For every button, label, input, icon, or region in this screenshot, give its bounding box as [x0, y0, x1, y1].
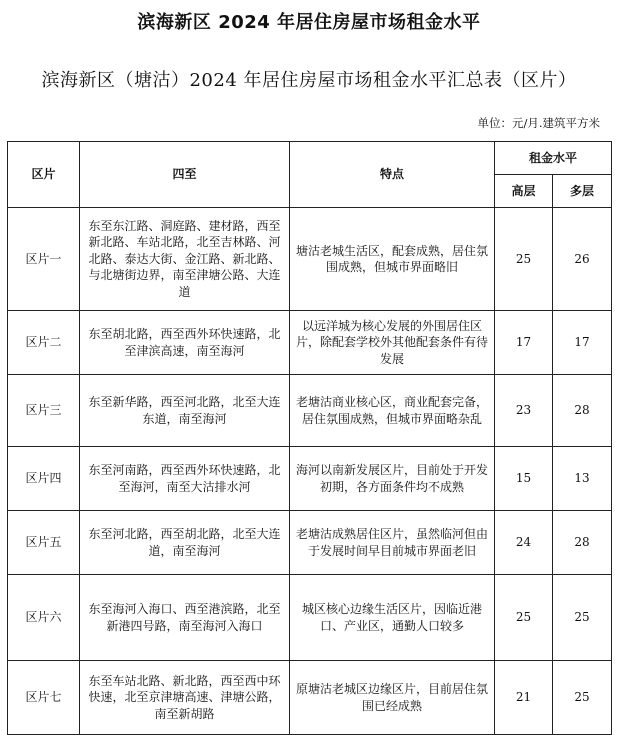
multi-rent-cell: 26 [553, 208, 612, 311]
features-cell: 海河以南新发展区片，目前处于开发初期，各方面条件均不成熟 [290, 447, 495, 511]
multi-rent-cell: 28 [553, 511, 612, 575]
document-title: 滨海新区 2024 年居住房屋市场租金水平 [137, 12, 481, 33]
high-rent-cell: 15 [495, 447, 553, 511]
multi-rent-cell: 25 [553, 575, 612, 661]
district-cell: 区片四 [8, 447, 80, 511]
features-cell: 原塘沽老城区边缘区片，目前居住氛围已经成熟 [290, 661, 495, 735]
header-multi: 多层 [553, 175, 612, 208]
boundary-cell: 东至车站北路、新北路，西至西中环快速，北至京津塘高速、津塘公路，南至新胡路 [80, 661, 290, 735]
rent-table [7, 141, 612, 735]
high-rent-cell: 21 [495, 661, 553, 735]
high-rent-cell: 24 [495, 511, 553, 575]
table-title: 滨海新区（塘沽）2024 年居住房屋市场租金水平汇总表（区片） [41, 70, 577, 91]
high-rent-cell: 25 [495, 575, 553, 661]
features-cell: 老塘沽成熟居住区片，虽然临河但由于发展时间早目前城市界面老旧 [290, 511, 495, 575]
district-cell: 区片三 [8, 375, 80, 447]
header-district: 区片 [8, 142, 80, 208]
table-row [8, 208, 612, 311]
boundary-cell: 东至河南路，西至西外环快速路，北至海河，南至大沽排水河 [80, 447, 290, 511]
table-row [8, 511, 612, 575]
boundary-cell: 东至新华路，西至河北路，北至大连东道，南至海河 [80, 375, 290, 447]
table-row [8, 447, 612, 511]
unit-note: 单位：元/月.建筑平方米 [477, 116, 600, 130]
district-cell: 区片一 [8, 208, 80, 311]
multi-rent-cell: 28 [553, 375, 612, 447]
features-cell: 以远洋城为核心发展的外围居住区片，除配套学校外其他配套条件有待发展 [290, 311, 495, 375]
district-cell: 区片二 [8, 311, 80, 375]
table-row [8, 661, 612, 735]
table-row [8, 375, 612, 447]
boundary-cell: 东至东江路、洞庭路、建材路，西至新北路、车站北路，北至吉林路、河北路、泰达大街、金江路、新北路、与北塘街边界，南至津塘公路、大连道 [80, 208, 290, 311]
features-cell: 老塘沽商业核心区，商业配套完备，居住氛围成熟，但城市界面略杂乱 [290, 375, 495, 447]
high-rent-cell: 17 [495, 311, 553, 375]
boundary-cell: 东至海河入海口、西至港滨路，北至新港四号路，南至海河入海口 [80, 575, 290, 661]
boundary-cell: 东至河北路，西至胡北路，北至大连道，南至海河 [80, 511, 290, 575]
features-cell: 塘沽老城生活区，配套成熟，居住氛围成熟，但城市界面略旧 [290, 208, 495, 311]
boundary-cell: 东至胡北路，西至西外环快速路，北至津滨高速，南至海河 [80, 311, 290, 375]
district-cell: 区片六 [8, 575, 80, 661]
header-rent: 租金水平 [495, 142, 612, 175]
multi-rent-cell: 25 [553, 661, 612, 735]
high-rent-cell: 25 [495, 208, 553, 311]
multi-rent-cell: 13 [553, 447, 612, 511]
header-high: 高层 [495, 175, 553, 208]
header-features: 特点 [290, 142, 495, 208]
header-boundary: 四至 [80, 142, 290, 208]
high-rent-cell: 23 [495, 375, 553, 447]
district-cell: 区片五 [8, 511, 80, 575]
features-cell: 城区核心边缘生活区片，因临近港口、产业区，通勤人口较多 [290, 575, 495, 661]
district-cell: 区片七 [8, 661, 80, 735]
table-row [8, 575, 612, 661]
table-row [8, 311, 612, 375]
multi-rent-cell: 17 [553, 311, 612, 375]
